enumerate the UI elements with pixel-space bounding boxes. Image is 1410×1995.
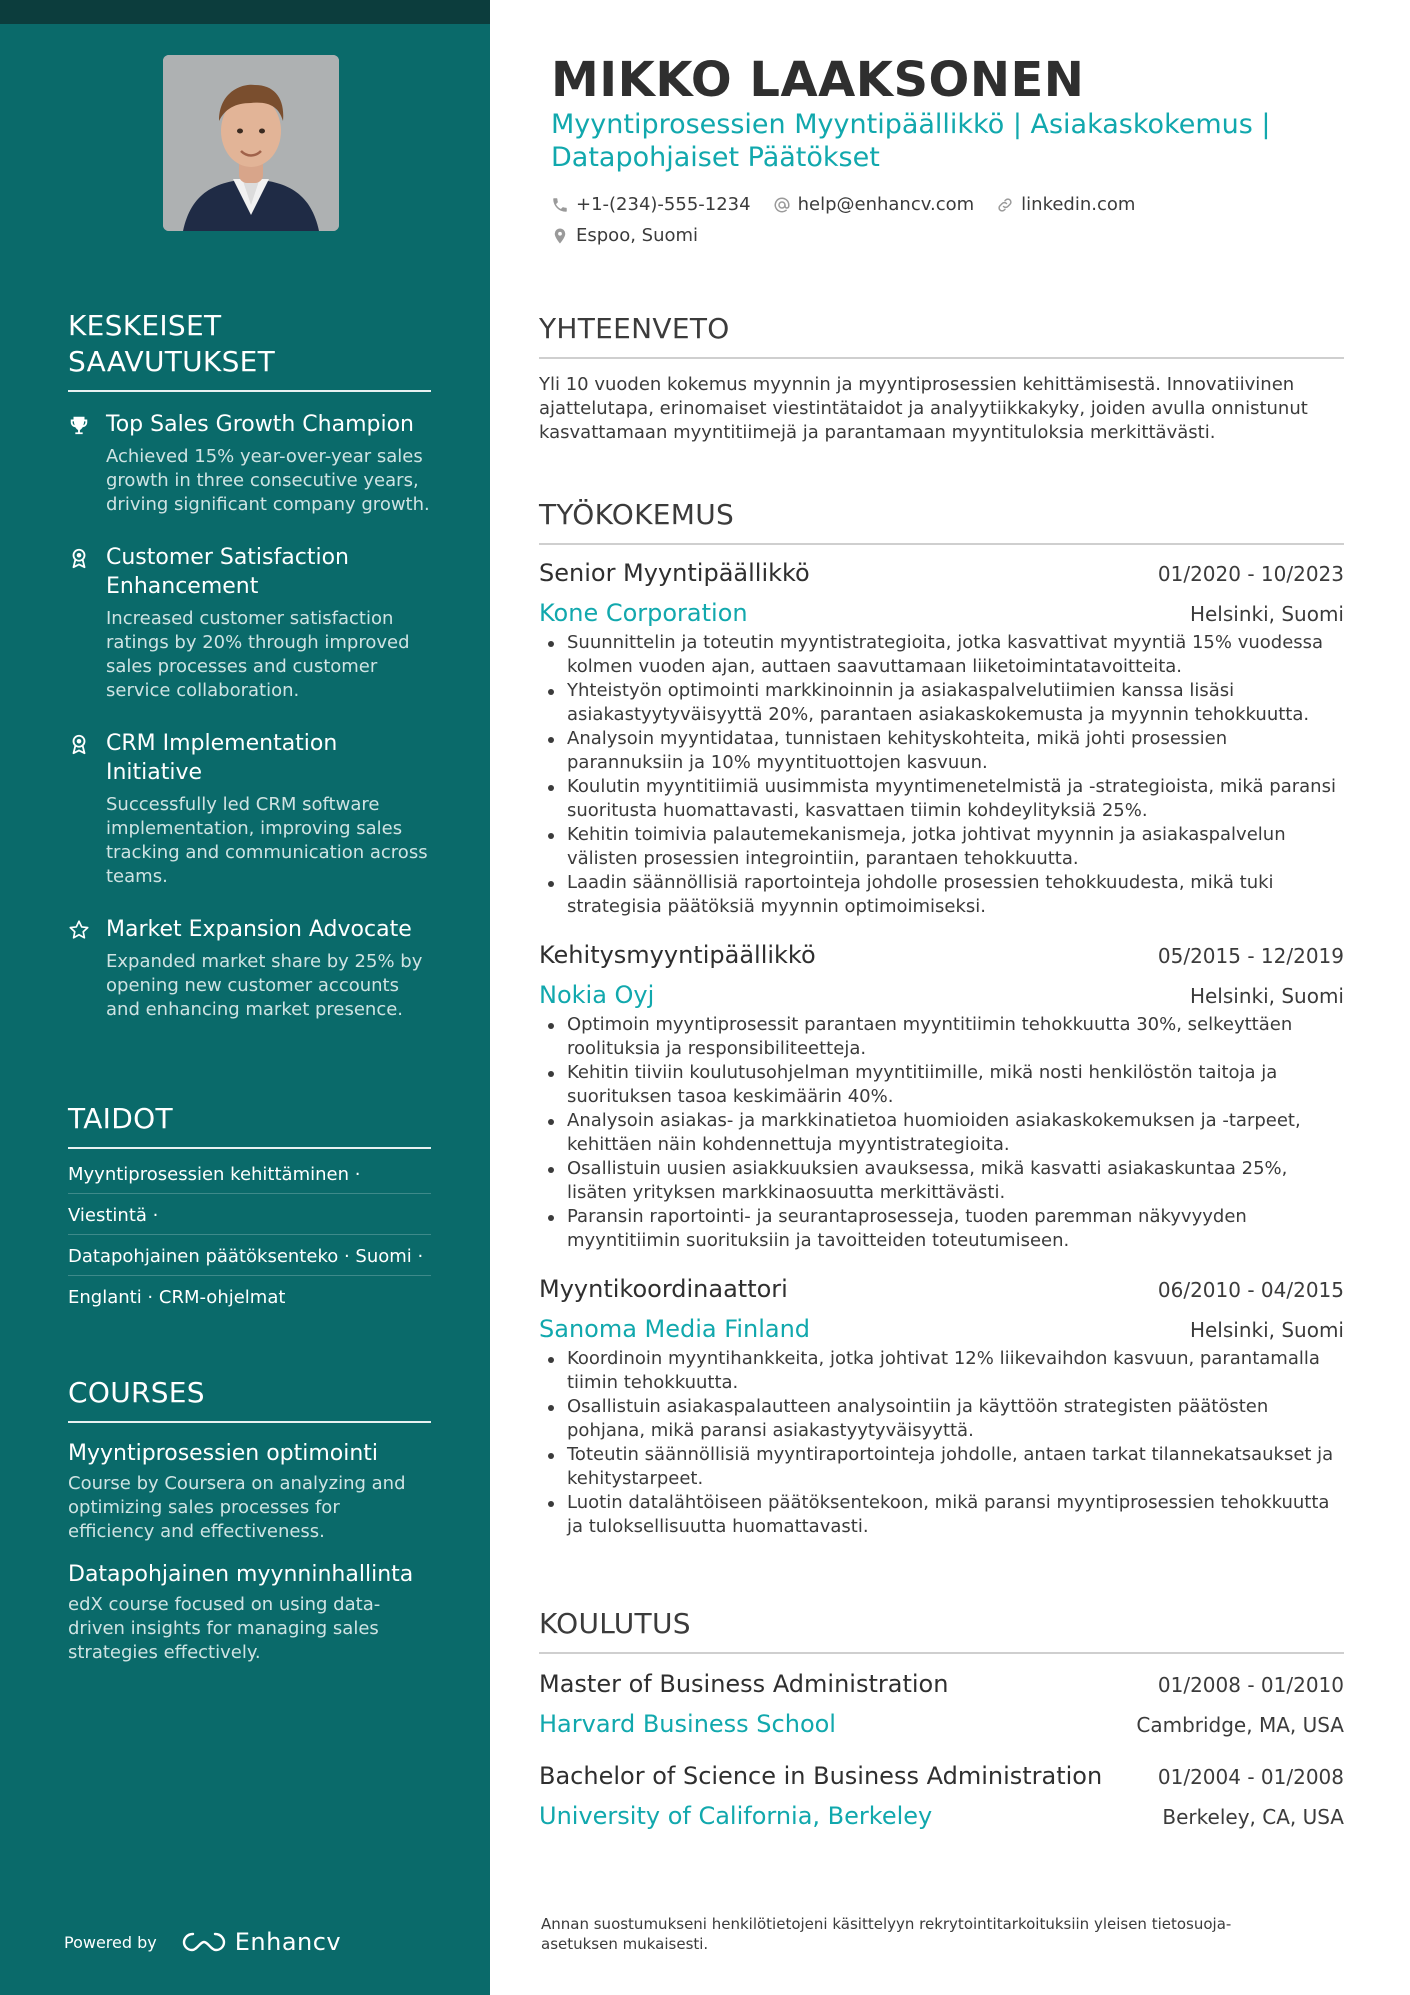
job-bullets [539, 631, 1344, 919]
achievement-title: Market Expansion Advocate [106, 917, 412, 942]
sidebar [0, 0, 490, 1995]
achievements-title: KESKEISET SAAVUTUKSET [68, 308, 431, 392]
job-bullets [539, 1347, 1344, 1539]
job-entry [539, 557, 1344, 919]
location-pin-icon [551, 227, 569, 245]
achievement-desc: Achieved 15% year-over-year sales growth in three consecutive years, driving significant company growth. [106, 446, 430, 515]
job-location: Helsinki, Suomi [1189, 984, 1344, 1008]
experience-section [539, 497, 1344, 1539]
profile-photo-image [163, 55, 339, 231]
contact-info [551, 193, 1311, 255]
education-entry [539, 1668, 1344, 1740]
job-bullet: Optimoin myyntiprosessit parantaen myyntitiimin tehokkuutta 30%, selkeyttäen roolituksia ja responsibiliteetteja. [539, 1013, 1344, 1061]
medal-icon [68, 729, 92, 889]
job-bullet: Koulutin myyntitiimiä uusimmista myyntimenetelmistä ja -strategioista, mikä paransi suoritusta huomattavasti, kasvattaen tiimin kohdeylityksiä 25%. [539, 775, 1344, 823]
gdpr-consent: Annan suostumukseni henkilötietojeni käsittelyyn rekrytointitarkoituksiin yleisen tietosuoja-asetuksen mukaisesti. [541, 1915, 1232, 1953]
job-entry [539, 939, 1344, 1253]
job-bullet: Osallistuin uusien asiakkuuksien avauksessa, mikä kasvatti asiakaskuntaa 25%, lisäten yrityksen markkinaosuutta merkittävästi. [539, 1157, 1344, 1205]
achievement-item [68, 410, 431, 517]
candidate-headline: Myyntiprosessien Myyntipäällikkö | Asiakaskokemus | Datapohjaiset Päätökset [551, 109, 1271, 173]
degree-title: Master of Business Administration [539, 1670, 949, 1698]
skill-line: Viestintä · [68, 1194, 431, 1235]
achievement-desc: Increased customer satisfaction ratings by 20% through improved sales processes and customer service collaboration. [106, 608, 410, 701]
phone-number: +1-(234)-555-1234 [576, 194, 751, 215]
location-text: Espoo, Suomi [576, 225, 699, 246]
achievement-item [68, 729, 431, 889]
experience-title: TYÖKOKEMUS [539, 497, 1344, 545]
skills-section [68, 1101, 431, 1316]
achievement-title: CRM Implementation Initiative [106, 731, 338, 785]
job-bullets [539, 1013, 1344, 1253]
course-item [68, 1439, 431, 1544]
job-entry [539, 1273, 1344, 1539]
job-bullet: Yhteistyön optimointi markkinoinnin ja asiakaspalvelutiimien kanssa lisäsi asiakastyytyväisyyttä 20%, parantaen asiakaskokemusta ja myynnin tehokkuutta. [539, 679, 1344, 727]
phone-contact[interactable] [551, 193, 751, 217]
star-icon [68, 915, 92, 1022]
education-dates: 01/2004 - 01/2008 [1157, 1765, 1344, 1789]
course-title: Myyntiprosessien optimointi [68, 1441, 379, 1466]
job-bullet: Analysoin asiakas- ja markkinatietoa huomioiden asiakaskokemuksen ja -tarpeet, kehittäen näin kohdennettuja myyntistrategioita. [539, 1109, 1344, 1157]
summary-section [539, 311, 1344, 445]
email-address: help@enhancv.com [797, 194, 975, 215]
degree-title: Bachelor of Science in Business Administration [539, 1762, 1103, 1790]
job-title: Kehitysmyyntipäällikkö [539, 941, 816, 969]
job-bullet: Kehitin tiiviin koulutusohjelman myyntitiimille, mikä nosti henkilöstön taitoja ja suorituksen tasoa keskimäärin 40%. [539, 1061, 1344, 1109]
linkedin-url: linkedin.com [1021, 194, 1136, 215]
courses-section [68, 1375, 431, 1665]
courses-title: COURSES [68, 1375, 431, 1423]
skills-title: TAIDOT [68, 1101, 431, 1149]
course-desc: Course by Coursera on analyzing and optimizing sales processes for efficiency and effectiveness. [68, 1473, 406, 1542]
sidebar-top-bar [0, 0, 490, 24]
achievement-desc: Expanded market share by 25% by opening new customer accounts and enhancing market presence. [106, 951, 423, 1020]
education-entry [539, 1760, 1344, 1832]
at-icon [773, 196, 791, 214]
job-location: Helsinki, Suomi [1189, 602, 1344, 626]
achievements-section [68, 308, 431, 1048]
education-location: Berkeley, CA, USA [1162, 1805, 1344, 1829]
job-bullet: Laadin säännöllisiä raportointeja johdolle prosessien tehokkuudesta, mikä tuki strategisia päätöksiä myynnin optimoimiseksi. [539, 871, 1344, 919]
job-dates: 06/2010 - 04/2015 [1157, 1278, 1344, 1302]
education-dates: 01/2008 - 01/2010 [1157, 1673, 1344, 1697]
email-contact[interactable] [773, 193, 975, 217]
trophy-icon [68, 410, 92, 517]
powered-by [64, 1928, 341, 1956]
achievement-desc: Successfully led CRM software implementation, improving sales tracking and communication across teams. [106, 794, 428, 887]
job-bullet: Luotin datalähtöiseen päätöksentekoon, mikä paransi myyntiprosessien tehokkuutta ja tuloksellisuutta huomattavasti. [539, 1491, 1344, 1539]
course-desc: edX course focused on using data-driven insights for managing sales strategies effectively. [68, 1594, 381, 1663]
skill-line: Datapohjainen päätöksenteko · Suomi · [68, 1235, 431, 1276]
achievement-item [68, 543, 431, 703]
school-name: University of California, Berkeley [539, 1802, 933, 1830]
job-title: Myyntikoordinaattori [539, 1275, 788, 1303]
job-bullet: Kehitin toimivia palautemekanismeja, jotka johtivat myynnin ja asiakaspalvelun välisten prosessien integrointiin, parantaen tehokkuutta. [539, 823, 1344, 871]
achievement-title: Customer Satisfaction Enhancement [106, 545, 349, 599]
company-name: Sanoma Media Finland [539, 1315, 811, 1343]
school-name: Harvard Business School [539, 1710, 836, 1738]
job-bullet: Paransin raportointi- ja seurantaprosesseja, tuoden paremman näkyvyyden myyntitiimin suorituksiin ja tavoitteiden toteutumiseen. [539, 1205, 1344, 1253]
location-contact [551, 224, 698, 248]
candidate-name: MIKKO LAAKSONEN [551, 52, 1085, 108]
enhancv-logo[interactable] [181, 1928, 341, 1956]
linkedin-contact[interactable] [996, 193, 1135, 217]
medal-icon [68, 543, 92, 703]
summary-title: YHTEENVETO [539, 311, 1344, 359]
job-bullet: Analysoin myyntidataa, tunnistaen kehityskohteita, mikä johti prosessien parannuksiin ja 10% myyntituottojen kasvuun. [539, 727, 1344, 775]
education-location: Cambridge, MA, USA [1136, 1713, 1344, 1737]
profile-photo [163, 55, 339, 231]
summary-text: Yli 10 vuoden kokemus myynnin ja myyntiprosessien kehittämisestä. Innovatiivinen ajattelutapa, erinomaiset viestintätaidot ja analyytiikkakyky, joiden avulla onnistunut kasvattamaan myyntitiimejä ja parantamaan myyntituloksia merkittävästi. [539, 374, 1308, 443]
enhancv-logo-icon [181, 1930, 227, 1954]
skill-line: Myyntiprosessien kehittäminen · [68, 1153, 431, 1194]
job-bullet: Koordinoin myyntihankkeita, jotka johtivat 12% liikevaihdon kasvuun, parantamalla tiimin tehokkuutta. [539, 1347, 1344, 1395]
job-dates: 05/2015 - 12/2019 [1157, 944, 1344, 968]
job-dates: 01/2020 - 10/2023 [1157, 562, 1344, 586]
job-bullet: Suunnittelin ja toteutin myyntistrategioita, jotka kasvattivat myyntiä 15% vuodessa kolmen vuoden ajan, auttaen saavuttamaan liiketoimintatavoitteita. [539, 631, 1344, 679]
education-title: KOULUTUS [539, 1606, 1344, 1654]
link-icon [996, 196, 1014, 214]
job-location: Helsinki, Suomi [1189, 1318, 1344, 1342]
company-name: Nokia Oyj [539, 981, 655, 1009]
achievement-item [68, 915, 431, 1022]
company-name: Kone Corporation [539, 599, 748, 627]
powered-by-label: Powered by [64, 1932, 157, 1952]
enhancv-brand-name: Enhancv [234, 1928, 342, 1956]
job-bullet: Toteutin säännöllisiä myyntiraportointeja johdolle, antaen tarkat tilannekatsaukset ja kehitystarpeet. [539, 1443, 1344, 1491]
achievement-title: Top Sales Growth Champion [106, 412, 414, 437]
education-section [539, 1606, 1344, 1832]
job-bullet: Osallistuin asiakaspalautteen analysointiin ja käyttöön strategisten päätösten pohjana, mikä paransi asiakastyytyväisyyttä. [539, 1395, 1344, 1443]
skill-line: Englanti · CRM-ohjelmat [68, 1287, 286, 1308]
job-title: Senior Myyntipäällikkö [539, 559, 810, 587]
course-title: Datapohjainen myynninhallinta [68, 1562, 414, 1587]
phone-icon [551, 196, 569, 214]
course-item [68, 1560, 431, 1665]
